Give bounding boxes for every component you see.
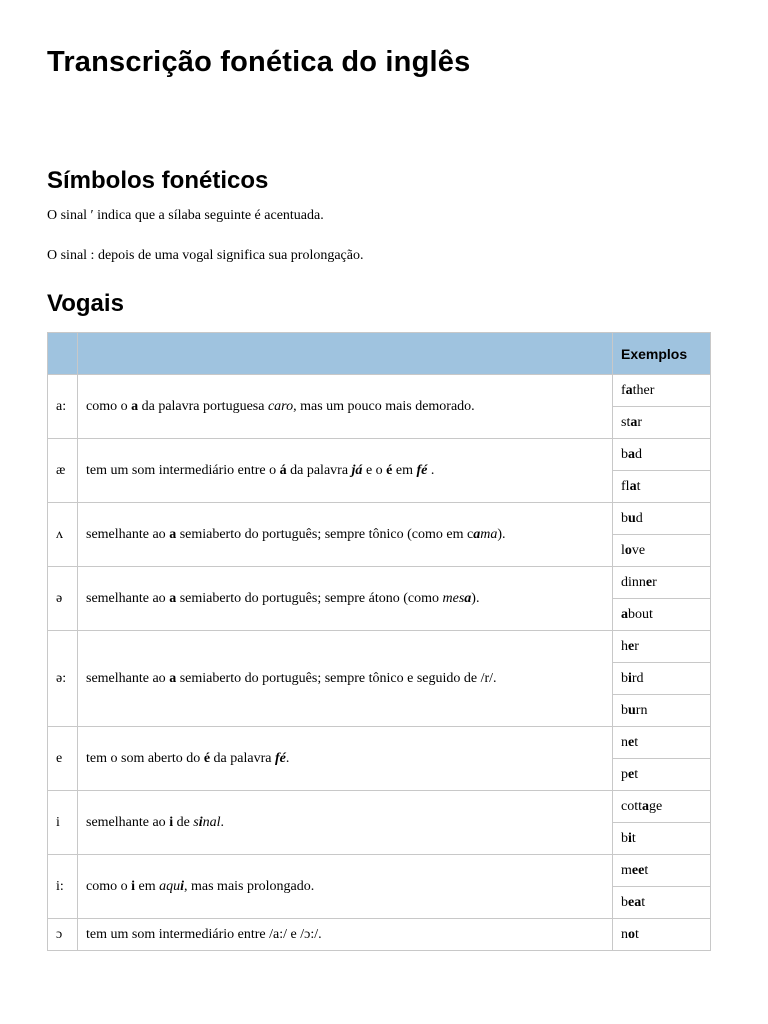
- text-run: de: [173, 814, 194, 830]
- text-run: t: [641, 894, 646, 910]
- text-run: e: [645, 574, 653, 590]
- text-run: r: [652, 574, 657, 590]
- heading-simbolos-foneticos: Símbolos fonéticos: [47, 167, 269, 194]
- text-run: a: [630, 414, 638, 430]
- text-run: r: [637, 414, 643, 430]
- example-word-cell: [613, 503, 711, 535]
- text-run: b: [621, 670, 628, 686]
- text-run: i: [628, 670, 632, 686]
- text-run: semelhante ao: [86, 814, 170, 830]
- text-run: semelhante ao: [86, 526, 170, 542]
- text-run: b: [621, 510, 628, 526]
- text-run: da palavra: [286, 462, 352, 478]
- text-run: em: [135, 878, 160, 894]
- example-word-cell: [613, 727, 711, 759]
- vowel-description-cell: [78, 503, 613, 567]
- text-run: como o: [86, 878, 132, 894]
- table-row: [48, 439, 711, 471]
- vowels-table-body: [48, 375, 711, 951]
- example-word-cell: [613, 663, 711, 695]
- text-run: fé: [274, 750, 286, 766]
- example-word-cell: [613, 631, 711, 663]
- vowels-table: [47, 332, 711, 951]
- vowel-symbol-cell: a:: [48, 375, 78, 439]
- table-row: [48, 631, 711, 663]
- example-word-cell: [613, 375, 711, 407]
- text-run: e: [628, 766, 635, 782]
- table-row: [48, 727, 711, 759]
- text-run: , mas mais prolongado.: [184, 878, 315, 894]
- vowel-description-cell: [78, 439, 613, 503]
- text-run: semiaberto do português; sempre átono (como: [176, 590, 443, 606]
- text-run: t: [635, 926, 639, 942]
- example-word-cell: [613, 695, 711, 727]
- vowel-symbol-cell: ɔ: [48, 919, 78, 951]
- text-run: ge: [649, 798, 663, 814]
- text-run: i: [169, 814, 174, 830]
- text-run: a: [464, 590, 472, 606]
- text-run: b: [621, 702, 628, 718]
- example-word-cell: [613, 791, 711, 823]
- text-run: rn: [635, 702, 648, 718]
- text-run: a: [169, 670, 177, 686]
- text-run: rd: [631, 670, 644, 686]
- text-run: i: [180, 878, 184, 894]
- text-run: a: [642, 798, 649, 814]
- text-run: t: [636, 478, 641, 494]
- text-run: n: [621, 926, 628, 942]
- text-run: tem um som intermediário entre o: [86, 462, 280, 478]
- example-word-cell: [613, 567, 711, 599]
- text-run: u: [628, 510, 636, 526]
- text-run: a: [625, 382, 633, 398]
- text-run: ve: [631, 542, 646, 558]
- example-word-cell: [613, 439, 711, 471]
- vowel-symbol-cell: ə:: [48, 631, 78, 727]
- text-run: .: [220, 814, 225, 830]
- text-run: a: [169, 526, 177, 542]
- text-run: b: [621, 446, 628, 462]
- table-row: [48, 919, 711, 951]
- text-run: fl: [621, 478, 630, 494]
- text-run: l: [621, 542, 625, 558]
- text-run: i: [131, 878, 135, 894]
- vowel-symbol-cell: i:: [48, 855, 78, 919]
- text-run: u: [628, 702, 636, 718]
- text-run: .: [427, 462, 435, 478]
- text-run: e: [628, 734, 635, 750]
- text-run: como o: [86, 398, 132, 414]
- text-run: semelhante ao: [86, 590, 170, 606]
- text-run: já: [351, 462, 363, 478]
- example-word-cell: [613, 599, 711, 631]
- example-word-cell: [613, 407, 711, 439]
- text-run: a: [169, 590, 177, 606]
- text-run: t: [644, 862, 649, 878]
- text-run: cott: [621, 798, 642, 814]
- text-run: d: [635, 446, 642, 462]
- vowel-description-cell: [78, 791, 613, 855]
- vowel-symbol-cell: i: [48, 791, 78, 855]
- text-run: ma: [480, 526, 498, 542]
- example-word-cell: [613, 823, 711, 855]
- table-row: [48, 855, 711, 887]
- text-run: tem o som aberto do: [86, 750, 204, 766]
- text-run: caro: [267, 398, 294, 414]
- page-title: Transcrição fonética do inglês: [47, 46, 471, 78]
- text-run: t: [634, 766, 639, 782]
- vowel-symbol-cell: ʌ: [48, 503, 78, 567]
- text-run: tem um som intermediário entre /a:/ e /ɔ:/.: [86, 926, 322, 942]
- vowel-symbol-cell: ə: [48, 567, 78, 631]
- note-accent-mark: O sinal ′ indica que a sílaba seguinte é acentuada.: [47, 208, 324, 223]
- text-run: n: [621, 734, 628, 750]
- text-run: semiaberto do português; sempre tônico e seguido de /r/.: [176, 670, 497, 686]
- vowel-description-cell: [78, 919, 613, 951]
- text-run: o: [624, 542, 632, 558]
- text-run: em: [392, 462, 417, 478]
- text-run: e o: [362, 462, 387, 478]
- text-run: d: [635, 510, 643, 526]
- vowel-description-cell: [78, 375, 613, 439]
- example-word-cell: [613, 919, 711, 951]
- heading-vogais: Vogais: [47, 290, 124, 317]
- example-word-cell: [613, 535, 711, 567]
- text-run: nal: [202, 814, 221, 830]
- text-run: fé: [416, 462, 428, 478]
- text-run: b: [621, 830, 628, 846]
- example-word-cell: [613, 471, 711, 503]
- text-run: da palavra: [210, 750, 275, 766]
- table-row: [48, 791, 711, 823]
- text-run: ).: [497, 526, 506, 542]
- text-run: t: [631, 830, 636, 846]
- text-run: a: [628, 446, 635, 462]
- table-row: [48, 375, 711, 407]
- table-row: [48, 567, 711, 599]
- example-word-cell: [613, 855, 711, 887]
- text-run: aqu: [159, 878, 181, 894]
- vowel-symbol-cell: æ: [48, 439, 78, 503]
- table-row: [48, 503, 711, 535]
- text-run: t: [634, 734, 639, 750]
- text-run: .: [285, 750, 290, 766]
- text-run: é: [203, 750, 211, 766]
- text-run: é: [386, 462, 393, 478]
- text-run: p: [621, 766, 628, 782]
- text-run: á: [279, 462, 287, 478]
- text-run: a: [473, 526, 481, 542]
- text-run: mes: [442, 590, 465, 606]
- text-run: dinn: [621, 574, 646, 590]
- text-run: m: [621, 862, 632, 878]
- vowel-description-cell: [78, 727, 613, 791]
- text-run: ther: [632, 382, 655, 398]
- text-run: c: [467, 526, 474, 542]
- text-run: semelhante ao: [86, 670, 170, 686]
- text-run: r: [634, 638, 639, 654]
- header-symbol-cell: [48, 333, 78, 375]
- text-run: ea: [628, 894, 642, 910]
- text-run: s: [193, 814, 199, 830]
- vowel-description-cell: [78, 567, 613, 631]
- header-examples-cell: Exemplos: [613, 333, 711, 375]
- text-run: da palavra portuguesa: [138, 398, 268, 414]
- note-length-mark: O sinal : depois de uma vogal significa sua prolongação.: [47, 248, 364, 263]
- text-run: e: [628, 638, 635, 654]
- text-run: a: [629, 478, 637, 494]
- text-run: o: [628, 926, 635, 942]
- text-run: semiaberto do português; sempre tônico (como em: [176, 526, 468, 542]
- vowel-description-cell: [78, 855, 613, 919]
- text-run: i: [198, 814, 203, 830]
- vowel-symbol-cell: e: [48, 727, 78, 791]
- text-run: b: [621, 894, 628, 910]
- table-header-row: [48, 333, 711, 375]
- text-run: bout: [628, 606, 653, 622]
- text-run: ).: [471, 590, 480, 606]
- text-run: ee: [631, 862, 645, 878]
- text-run: , mas um pouco mais demorado.: [293, 398, 475, 414]
- text-run: i: [628, 830, 632, 846]
- text-run: st: [621, 414, 631, 430]
- text-run: a: [621, 606, 628, 622]
- header-description-cell: [78, 333, 613, 375]
- vowel-description-cell: [78, 631, 613, 727]
- example-word-cell: [613, 759, 711, 791]
- example-word-cell: [613, 887, 711, 919]
- text-run: a: [131, 398, 139, 414]
- text-run: h: [621, 638, 628, 654]
- text-run: f: [621, 382, 626, 398]
